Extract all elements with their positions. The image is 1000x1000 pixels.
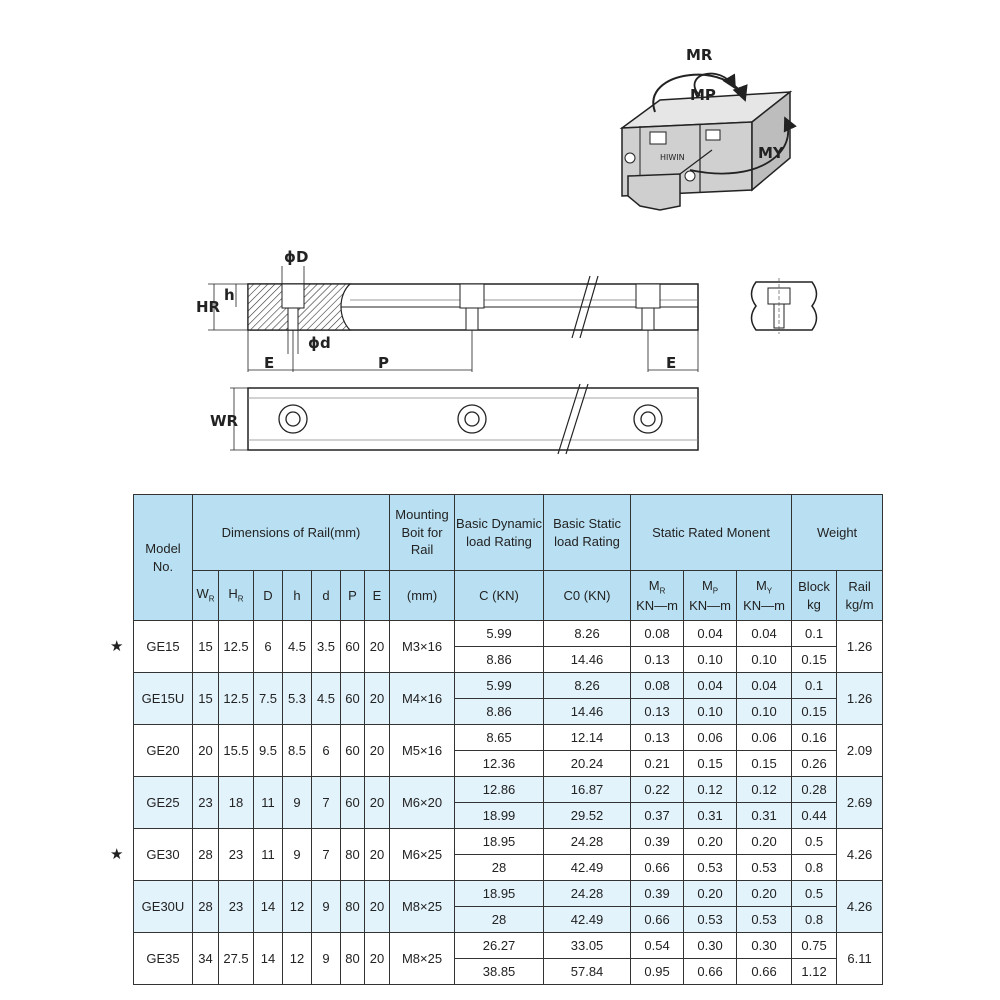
model-name: GE30 bbox=[146, 846, 180, 862]
cell-mp: 0.04 bbox=[684, 673, 737, 699]
cell-mr: 0.95 bbox=[631, 959, 684, 985]
cell-mp: 0.15 bbox=[684, 751, 737, 777]
cell-block: 0.28 bbox=[792, 777, 837, 803]
header-mounting: Mounting Boit for Rail bbox=[390, 495, 455, 571]
cell-mr: 0.13 bbox=[631, 699, 684, 725]
rail-side-view bbox=[196, 248, 698, 372]
cell-my: 0.66 bbox=[737, 959, 792, 985]
cell-d_big: 14 bbox=[254, 881, 283, 933]
table-row bbox=[134, 725, 883, 751]
cell-bolt: M6×25 bbox=[390, 829, 455, 881]
cell-mr: 0.54 bbox=[631, 933, 684, 959]
rail-top-view bbox=[210, 384, 698, 454]
cell-e: 20 bbox=[365, 933, 390, 985]
cell-p: 80 bbox=[341, 881, 365, 933]
star-mark: ★ bbox=[110, 845, 124, 863]
cell-mp: 0.20 bbox=[684, 829, 737, 855]
cell-c0: 42.49 bbox=[544, 907, 631, 933]
cell-h: 12 bbox=[283, 933, 312, 985]
spec-table bbox=[110, 494, 883, 985]
cell-c: 8.86 bbox=[455, 699, 544, 725]
cell-c0: 8.26 bbox=[544, 673, 631, 699]
cell-h: 8.5 bbox=[283, 725, 312, 777]
header-static: Basic Static load Rating bbox=[544, 495, 631, 571]
svg-text:HIWIN: HIWIN bbox=[660, 153, 685, 162]
cell-rail-weight: 2.69 bbox=[837, 777, 883, 829]
cell-rail-weight: 4.26 bbox=[837, 881, 883, 933]
cell-mr: 0.21 bbox=[631, 751, 684, 777]
cell-hh: 18 bbox=[219, 777, 254, 829]
header-moment: Static Rated Monent bbox=[631, 495, 792, 571]
cell-p: 60 bbox=[341, 673, 365, 725]
table-row bbox=[134, 933, 883, 959]
dim-label-hr: HR bbox=[196, 298, 221, 316]
cell-c0: 14.46 bbox=[544, 699, 631, 725]
cell-bolt: M6×20 bbox=[390, 777, 455, 829]
cell-my: 0.53 bbox=[737, 855, 792, 881]
cell-e: 20 bbox=[365, 621, 390, 673]
dim-label-phi-d: ϕd bbox=[308, 334, 331, 352]
cell-w: 28 bbox=[193, 881, 219, 933]
header-model: Model No. bbox=[134, 495, 193, 621]
cell-mr: 0.13 bbox=[631, 725, 684, 751]
cell-h: 4.5 bbox=[283, 621, 312, 673]
header-mm: (mm) bbox=[390, 571, 455, 621]
dim-label-p: P bbox=[378, 354, 389, 372]
model-name: GE35 bbox=[146, 950, 180, 966]
block-isometric-figure bbox=[622, 46, 790, 210]
cell-e: 20 bbox=[365, 777, 390, 829]
model-name: GE15 bbox=[146, 638, 180, 654]
cell-d_big: 14 bbox=[254, 933, 283, 985]
cell-hh: 15.5 bbox=[219, 725, 254, 777]
cell-my: 0.20 bbox=[737, 881, 792, 907]
model-name: GE20 bbox=[146, 742, 180, 758]
cell-mp: 0.31 bbox=[684, 803, 737, 829]
cell-d_big: 11 bbox=[254, 829, 283, 881]
cell-c: 12.86 bbox=[455, 777, 544, 803]
cell-rail-weight: 1.26 bbox=[837, 621, 883, 673]
cell-d_small: 7 bbox=[312, 829, 341, 881]
cell-c0: 29.52 bbox=[544, 803, 631, 829]
cell-hh: 12.5 bbox=[219, 621, 254, 673]
header-my: $M_Y$ KN—m bbox=[737, 571, 792, 621]
cell-my: 0.10 bbox=[737, 647, 792, 673]
cell-d_small: 3.5 bbox=[312, 621, 341, 673]
cell-c0: 14.46 bbox=[544, 647, 631, 673]
cell-c0: 12.14 bbox=[544, 725, 631, 751]
cell-block: 0.26 bbox=[792, 751, 837, 777]
header-c0: C0 (KN) bbox=[544, 571, 631, 621]
cell-c: 18.95 bbox=[455, 829, 544, 855]
cell-c: 8.86 bbox=[455, 647, 544, 673]
model-name: GE15U bbox=[141, 690, 185, 706]
cell-c: 28 bbox=[455, 907, 544, 933]
table-row bbox=[134, 621, 883, 647]
header-d-small: d bbox=[312, 571, 341, 621]
cell-mp: 0.12 bbox=[684, 777, 737, 803]
cell-c: 5.99 bbox=[455, 621, 544, 647]
cell-bolt: M4×16 bbox=[390, 673, 455, 725]
cell-block: 0.1 bbox=[792, 621, 837, 647]
cell-block: 0.15 bbox=[792, 647, 837, 673]
cell-bolt: M5×16 bbox=[390, 725, 455, 777]
cell-mp: 0.10 bbox=[684, 699, 737, 725]
header-dynamic: Basic Dynamic load Rating bbox=[455, 495, 544, 571]
cell-e: 20 bbox=[365, 725, 390, 777]
cell-my: 0.53 bbox=[737, 907, 792, 933]
moment-label-mr: MR bbox=[686, 46, 713, 64]
table-row bbox=[134, 881, 883, 907]
header-c: C (KN) bbox=[455, 571, 544, 621]
cell-w: 15 bbox=[193, 621, 219, 673]
star-mark: ★ bbox=[110, 637, 124, 655]
header-rail: Rail kg/m bbox=[837, 571, 883, 621]
rail-cross-section bbox=[752, 278, 817, 334]
cell-block: 0.16 bbox=[792, 725, 837, 751]
moment-label-my: MY bbox=[758, 144, 784, 162]
cell-block: 0.15 bbox=[792, 699, 837, 725]
cell-c: 12.36 bbox=[455, 751, 544, 777]
cell-p: 60 bbox=[341, 725, 365, 777]
cell-my: 0.06 bbox=[737, 725, 792, 751]
cell-w: 34 bbox=[193, 933, 219, 985]
cell-h: 9 bbox=[283, 777, 312, 829]
cell-my: 0.04 bbox=[737, 673, 792, 699]
cell-block: 0.44 bbox=[792, 803, 837, 829]
cell-e: 20 bbox=[365, 881, 390, 933]
cell-model bbox=[110, 621, 193, 673]
header-e: E bbox=[365, 571, 390, 621]
cell-p: 80 bbox=[341, 829, 365, 881]
cell-d_big: 6 bbox=[254, 621, 283, 673]
cell-hh: 12.5 bbox=[219, 673, 254, 725]
cell-bolt: M3×16 bbox=[390, 621, 455, 673]
cell-mr: 0.13 bbox=[631, 647, 684, 673]
cell-block: 0.8 bbox=[792, 907, 837, 933]
cell-my: 0.31 bbox=[737, 803, 792, 829]
cell-block: 0.8 bbox=[792, 855, 837, 881]
cell-model bbox=[134, 881, 193, 933]
technical-drawing bbox=[0, 0, 1000, 490]
cell-model bbox=[110, 829, 193, 881]
cell-block: 1.12 bbox=[792, 959, 837, 985]
cell-h: 5.3 bbox=[283, 673, 312, 725]
cell-rail-weight: 6.11 bbox=[837, 933, 883, 985]
header-w: $W_R$ bbox=[193, 571, 219, 621]
cell-h: 9 bbox=[283, 829, 312, 881]
cell-d_small: 7 bbox=[312, 777, 341, 829]
cell-c: 18.95 bbox=[455, 881, 544, 907]
dim-label-h: h bbox=[224, 286, 235, 304]
cell-d_big: 11 bbox=[254, 777, 283, 829]
cell-mr: 0.39 bbox=[631, 829, 684, 855]
header-mp: $M_P$ KN—m bbox=[684, 571, 737, 621]
cell-mr: 0.22 bbox=[631, 777, 684, 803]
cell-my: 0.10 bbox=[737, 699, 792, 725]
cell-mp: 0.04 bbox=[684, 621, 737, 647]
cell-my: 0.20 bbox=[737, 829, 792, 855]
cell-my: 0.30 bbox=[737, 933, 792, 959]
cell-d_small: 9 bbox=[312, 933, 341, 985]
cell-w: 28 bbox=[193, 829, 219, 881]
cell-w: 23 bbox=[193, 777, 219, 829]
cell-mr: 0.08 bbox=[631, 621, 684, 647]
cell-block: 0.5 bbox=[792, 881, 837, 907]
table-row bbox=[134, 673, 883, 699]
cell-hh: 23 bbox=[219, 829, 254, 881]
cell-block: 0.1 bbox=[792, 673, 837, 699]
table-row bbox=[134, 777, 883, 803]
cell-c0: 24.28 bbox=[544, 829, 631, 855]
cell-d_big: 7.5 bbox=[254, 673, 283, 725]
cell-h: 12 bbox=[283, 881, 312, 933]
cell-hh: 23 bbox=[219, 881, 254, 933]
cell-mp: 0.06 bbox=[684, 725, 737, 751]
header-dimensions: Dimensions of Rail(mm) bbox=[193, 495, 390, 571]
cell-block: 0.5 bbox=[792, 829, 837, 855]
cell-c: 28 bbox=[455, 855, 544, 881]
cell-d_small: 6 bbox=[312, 725, 341, 777]
cell-c: 26.27 bbox=[455, 933, 544, 959]
cell-e: 20 bbox=[365, 829, 390, 881]
cell-c0: 8.26 bbox=[544, 621, 631, 647]
cell-c0: 16.87 bbox=[544, 777, 631, 803]
cell-w: 20 bbox=[193, 725, 219, 777]
cell-mp: 0.30 bbox=[684, 933, 737, 959]
cell-p: 80 bbox=[341, 933, 365, 985]
cell-d_small: 4.5 bbox=[312, 673, 341, 725]
cell-model bbox=[134, 673, 193, 725]
model-name: GE25 bbox=[146, 794, 180, 810]
cell-my: 0.04 bbox=[737, 621, 792, 647]
moment-label-mp: MP bbox=[690, 86, 716, 104]
cell-w: 15 bbox=[193, 673, 219, 725]
cell-c: 38.85 bbox=[455, 959, 544, 985]
cell-model bbox=[134, 725, 193, 777]
cell-c: 8.65 bbox=[455, 725, 544, 751]
cell-rail-weight: 4.26 bbox=[837, 829, 883, 881]
cell-model bbox=[134, 777, 193, 829]
cell-mr: 0.66 bbox=[631, 907, 684, 933]
cell-mp: 0.53 bbox=[684, 907, 737, 933]
cell-c0: 42.49 bbox=[544, 855, 631, 881]
cell-mr: 0.39 bbox=[631, 881, 684, 907]
table-row bbox=[134, 829, 883, 855]
header-h: h bbox=[283, 571, 312, 621]
cell-rail-weight: 2.09 bbox=[837, 725, 883, 777]
cell-bolt: M8×25 bbox=[390, 881, 455, 933]
header-p: P bbox=[341, 571, 365, 621]
header-d-big: D bbox=[254, 571, 283, 621]
cell-d_small: 9 bbox=[312, 881, 341, 933]
cell-mr: 0.08 bbox=[631, 673, 684, 699]
cell-mp: 0.20 bbox=[684, 881, 737, 907]
cell-c: 18.99 bbox=[455, 803, 544, 829]
cell-c0: 24.28 bbox=[544, 881, 631, 907]
cell-e: 20 bbox=[365, 673, 390, 725]
cell-bolt: M8×25 bbox=[390, 933, 455, 985]
cell-rail-weight: 1.26 bbox=[837, 673, 883, 725]
cell-d_big: 9.5 bbox=[254, 725, 283, 777]
cell-model bbox=[134, 933, 193, 985]
cell-p: 60 bbox=[341, 777, 365, 829]
dim-label-phi-D: ϕD bbox=[284, 248, 309, 266]
header-block: Block kg bbox=[792, 571, 837, 621]
cell-c0: 20.24 bbox=[544, 751, 631, 777]
cell-p: 60 bbox=[341, 621, 365, 673]
dim-label-e-right: E bbox=[666, 354, 677, 372]
dim-label-wr: WR bbox=[210, 412, 239, 430]
header-mr: $M_R$ KN—m bbox=[631, 571, 684, 621]
header-hh: $H_R$ bbox=[219, 571, 254, 621]
cell-mr: 0.66 bbox=[631, 855, 684, 881]
cell-my: 0.15 bbox=[737, 751, 792, 777]
cell-hh: 27.5 bbox=[219, 933, 254, 985]
cell-c: 5.99 bbox=[455, 673, 544, 699]
header-weight: Weight bbox=[792, 495, 883, 571]
cell-c0: 57.84 bbox=[544, 959, 631, 985]
dim-label-e-left: E bbox=[264, 354, 275, 372]
cell-mr: 0.37 bbox=[631, 803, 684, 829]
cell-c0: 33.05 bbox=[544, 933, 631, 959]
cell-mp: 0.53 bbox=[684, 855, 737, 881]
cell-block: 0.75 bbox=[792, 933, 837, 959]
model-name: GE30U bbox=[141, 898, 185, 914]
cell-mp: 0.10 bbox=[684, 647, 737, 673]
cell-mp: 0.66 bbox=[684, 959, 737, 985]
cell-my: 0.12 bbox=[737, 777, 792, 803]
